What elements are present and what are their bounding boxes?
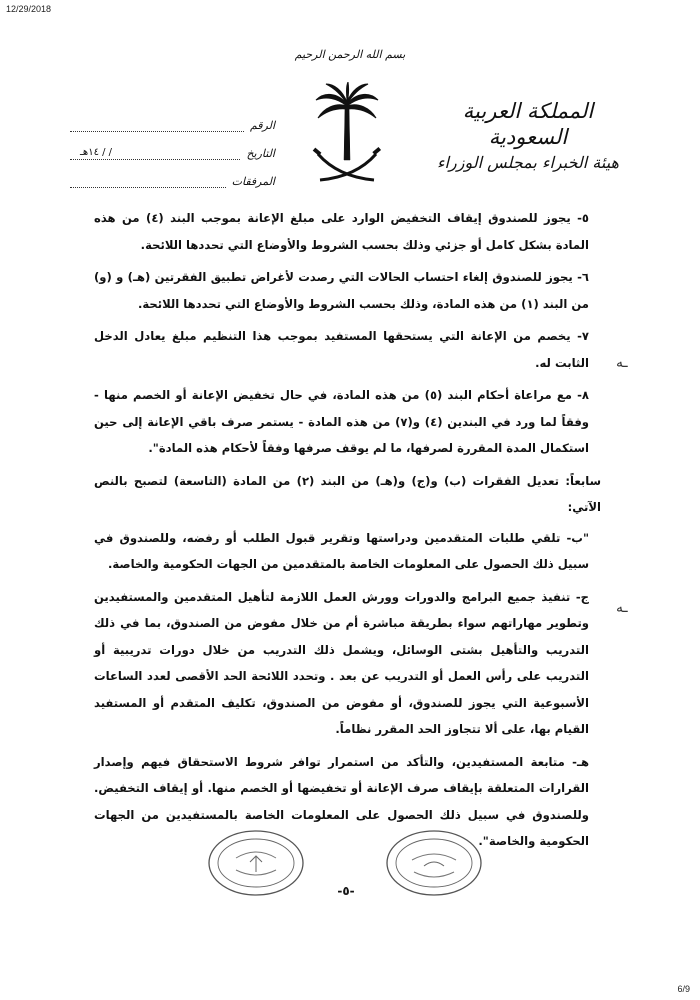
margin-mark: ـه — [616, 600, 628, 616]
official-seal-right-icon — [384, 828, 484, 898]
page-count: 6/9 — [677, 984, 690, 994]
date-pattern: / / ١٤هـ — [80, 147, 113, 158]
date-row — [70, 132, 275, 160]
official-seal-left-icon — [206, 828, 306, 898]
clause-8: ٨- مع مراعاة أحكام البند (٥) من هذه المادة، في حال تخفيض الإعانة أو الخصم منها - وفقاً لما ورد في البندين (٤) و(٧) من هذه المادة - يستمر صرف باقي الإعانة إلى حين استكمال المدة المقررة لصرفها، ما لم يوقف صرفها وفقاً لأحكام هذه المادة". — [94, 388, 589, 455]
document-body — [94, 205, 601, 861]
reference-row — [70, 104, 275, 132]
page-number: -٥- — [337, 884, 355, 898]
clause-5: ٥- يجوز للصندوق إيقاف التخفيض الوارد على مبلغ الإعانة بموجب البند (٤) من هذه المادة بشكل كامل أو جزئي وذلك بحسب الشروط والأوضاع التي تحددها اللائحة. — [94, 211, 589, 252]
print-date: 12/29/2018 — [6, 4, 52, 14]
attachments-row — [70, 160, 275, 188]
seventh-amendment-intro: سابعاً: تعديل الفقرات (ب) و(ج) و(هـ) من البند (٢) من المادة (التاسعة) لتصبح بالنص الآتي: — [94, 473, 601, 514]
attachments-label: المرفقات — [231, 175, 275, 188]
item-b: "ب- تلقي طلبات المتقدمين ودراستها وتقرير قبول الطلب أو رفضه، وللصندوق في سبيل ذلك الحصول على المعلومات الخاصة بالمتقدمين من الجهات الحكومية والخاصة. — [94, 530, 589, 571]
reference-line — [70, 119, 244, 132]
date-label: التاريخ — [246, 147, 275, 160]
kingdom-name: المملكة العربية السعودية — [462, 99, 594, 149]
item-j: ج- تنفيذ جميع البرامج والدورات وورش العمل اللازمة لتأهيل المتقدمين والمستفيدين وتطوير مهاراتهم سواء بطريقة مباشرة أم من خلال مفوض من الصندوق، بما في ذلك التدريب والتأهيل بشتى الوسائل، ويشمل ذلك التدريب من خلال دورات تدريبية أو التدريب على رأس العمل أو التدريب عن بعد . وتحدد اللائحة الحد الأقصى لعدد الساعات الأسبوعية التي يجوز للصندوق، أو مفوض من الصندوق، تكليف المتقدم أو المستفيد القيام بها، على ألا تتجاوز الحد المقرر نظاماً. — [94, 589, 589, 736]
attachments-line — [70, 175, 226, 188]
palm-and-swords-emblem-icon — [312, 82, 382, 192]
reference-block — [70, 104, 275, 188]
reference-label: الرقم — [249, 119, 275, 132]
clause-7: ٧- يخصم من الإعانة التي يستحقها المستفيد بموجب هذا التنظيم مبلغ يعادل الدخل الثابت له. — [94, 329, 589, 370]
margin-mark: ـه — [616, 355, 628, 371]
sender-letterhead — [428, 98, 628, 176]
date-line — [70, 147, 240, 160]
clause-6: ٦- يجوز للصندوق إلغاء احتساب الحالات التي رصدت لأغراض تطبيق الفقرتين (هـ) و (و) من البند (١) من هذه المادة، وذلك بحسب الشروط والأوضاع التي تحددها اللائحة. — [94, 270, 589, 311]
agency-name: هيئة الخبراء بمجلس الوزراء — [437, 153, 619, 172]
item-h: هـ- متابعة المستفيدين، والتأكد من استمرار توافر شروط الاستحقاق فيهم وإصدار القرارات المتعلقة بإيقاف صرف الإعانة أو تخفيضها أو الخصم منها. أو إيقاف التخفيض. وللصندوق في سبيل ذلك الحصول على المعلومات الخاصة بالمستفيدين من الجهات الحكومية والخاصة". — [94, 754, 589, 848]
bismillah-heading: بسم الله الرحمن الرحيم — [294, 48, 406, 61]
